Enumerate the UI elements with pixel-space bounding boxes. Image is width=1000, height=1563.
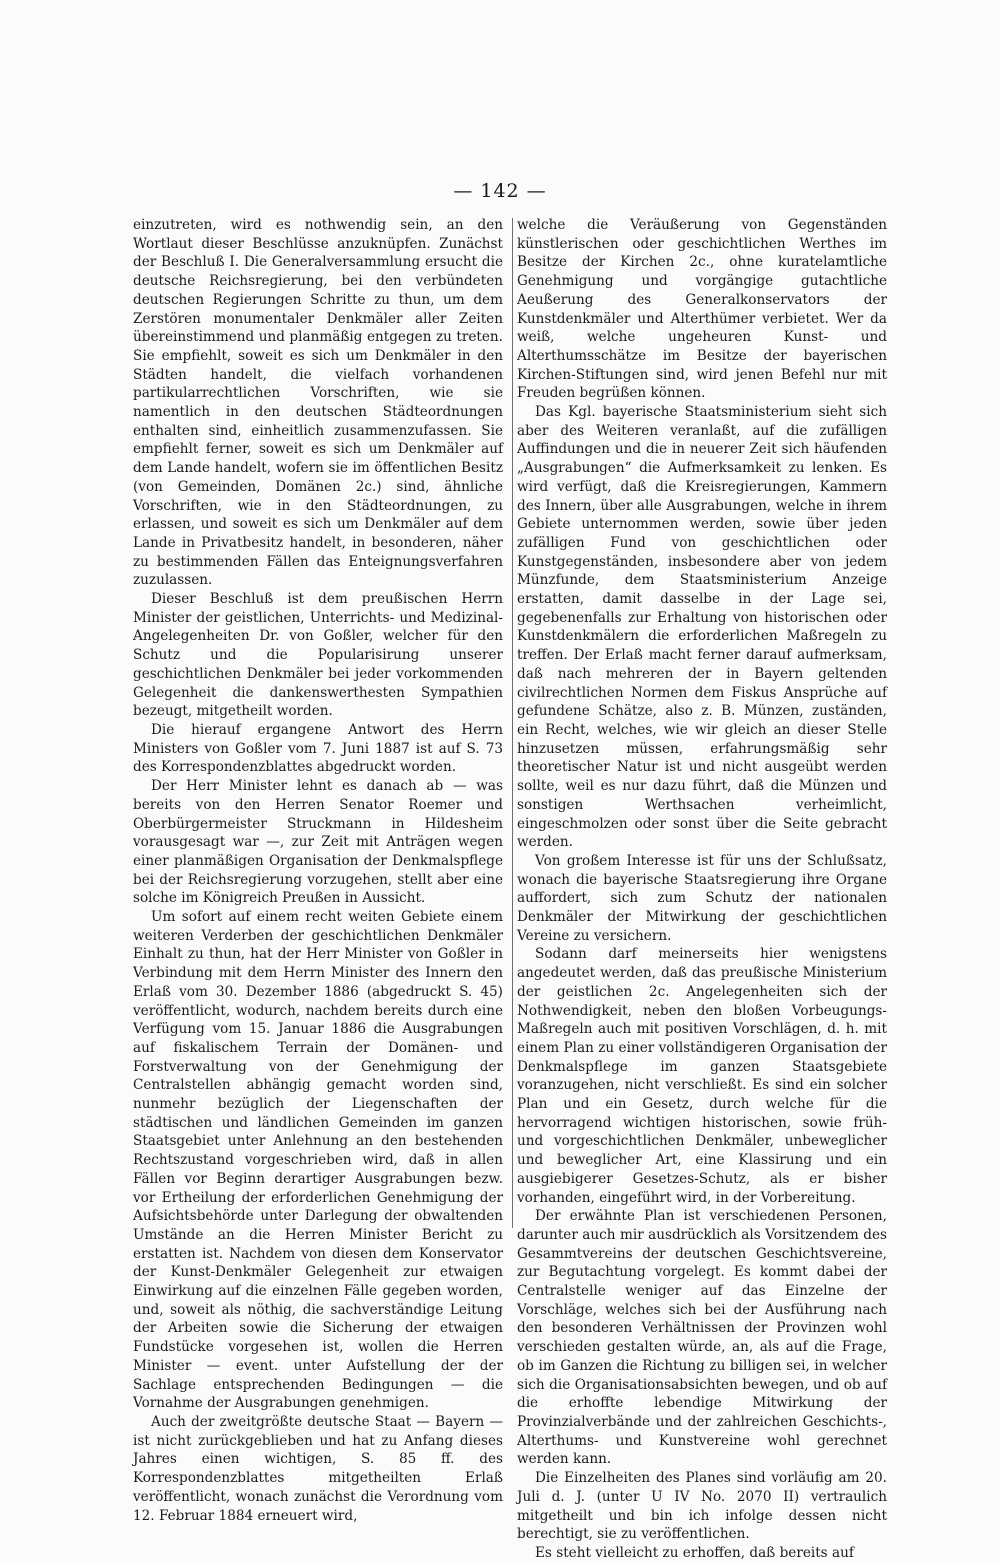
column-divider xyxy=(512,218,513,1228)
paragraph: Der Herr Minister lehnt es danach ab — was bereits von den Herren Senator Roemer und Oberbürgermeister Struckmann in Hildesheim vorausgesagt war —, zur Zeit mit Anträgen wegen einer planmäßigen Organisation der Denkmalspflege bei der Reichsregierung vorzugehen, stellt aber eine solche im Königreich Preußen in Aussicht. xyxy=(133,778,503,907)
paragraph: Dieser Beschluß ist dem preußischen Herrn Minister der geistlichen, Unterrichts- und Medizinal-Angelegenheiten Dr. von Goßler, welcher für den Schutz und die Popularisirung unserer geschichtlichen Denkmäler bei jeder vorkommenden Gelegenheit die dankenswerthesten Sympathien bezeugt, mitgetheilt worden. xyxy=(133,591,503,720)
paragraph: Von großem Interesse ist für uns der Schlußsatz, wonach die bayerische Staatsregierung ihre Organe auffordert, sich zum Schutz der nationalen Denkmäler der Mitwirkung der geschichtlichen Vereine zu versichern. xyxy=(517,852,887,944)
paragraph: Um sofort auf einem recht weiten Gebiete einem weiteren Verderben der geschichtlichen Denkmäler Einhalt zu thun, hat der Herr Minister von Goßler in Verbindung mit dem Herrn Minister des Innern den Erlaß vom 30. Dezember 1886 (abgedruckt S. 45) veröffentlicht, wodurch, nachdem bereits durch eine Verfügung vom 15. Januar 1886 die Ausgrabungen auf fiskalischem Terrain der Domänen- und Forstverwaltung von der Genehmigung der Centralstellen abhängig gemacht worden sind, nunmehr bezüglich der Liegenschaften der städtischen und ländlichen Gemeinden im ganzen Staatsgebiet unter Anlehnung an den bestehenden Rechtszustand vorgeschrieben wird, daß in allen Fällen vor Beginn derartiger Ausgrabungen bezw. vor Ertheilung der erforderlichen Genehmigung der Aufsichtsbehörde unter Darlegung der obwaltenden Umstände an die Herren Minister Bericht zu erstatten ist. Nachdem von diesen dem Konservator der Kunst-Denkmäler Gelegenheit zur etwaigen Einwirkung auf die einzelnen Fälle gegeben worden, und, soweit als nöthig, die sachverständige Leitung der Arbeiten sowie die Sicherung der etwaigen Fundstücke vorgesehen ist, wollen die Herren Minister — event. unter Aufstellung der der Sachlage entsprechenden Bedingungen — die Vornahme der Ausgrabungen genehmigen. xyxy=(133,909,503,1412)
paragraph: Auch der zweitgrößte deutsche Staat — Bayern — ist nicht zurückgeblieben und hat zu Anfang dieses Jahres einen wichtigen, S. 85 ff. des Korrespondenzblattes mitgetheilten Erlaß veröffentlicht, wonach zunächst die Verordnung vom 12. Februar 1884 erneuert wird, xyxy=(133,1414,503,1524)
paragraph: welche die Veräußerung von Gegenständen künstlerischen oder geschichtlichen Werthes im Besitze der Kirchen 2c., ohne kuratelamtliche Genehmigung und vorgängige gutachtliche Aeußerung des Generalkonservators der Kunstdenkmäler und Alterthümer verbietet. Wer da weiß, welche ungeheuren Kunst- und Alterthumsschätze im Besitze der bayerischen Kirchen-Stiftungen sind, wird jenen Befehl nur mit Freuden begrüßen können. xyxy=(517,217,887,402)
paragraph: Das Kgl. bayerische Staatsministerium sieht sich aber des Weiteren veranlaßt, auf die zufälligen Auffindungen und die in neuerer Zeit sich häufenden „Ausgrabungen“ die Aufmerksamkeit zu lenken. Es wird verfügt, daß die Kreisregierungen, Kammern des Innern, über alle Ausgrabungen, welche in ihrem Gebiete unternommen werden, sowie über jeden zufälligen Fund von geschichtlichen oder Kunstgegenständen, insbesondere aber von jedem Münzfunde, dem Staatsministerium Anzeige erstatten, damit dasselbe in der Lage sei, gegebenenfalls zur Erhaltung von historischen oder Kunstdenkmälern die erforderlichen Maßregeln zu treffen. Der Erlaß macht ferner darauf aufmerksam, daß nach mehreren der in Bayern geltenden civilrechtlichen Normen dem Fiskus Ansprüche auf gefundene Schätze, also z. B. Münzen, zuständen, ein Recht, welches, wie wir gleich an dieser Stelle hinzusetzen müssen, erfahrungsmäßig sehr theoretischer Natur ist und nicht ausgeübt werden sollte, weil es nur dazu führt, daß die Münzen und sonstigen Werthsachen verheimlicht, eingeschmolzen oder sonst über die Seite gebracht werden. xyxy=(517,404,887,851)
right-column xyxy=(517,216,887,1563)
left-column xyxy=(133,216,503,1525)
paragraph: Der erwähnte Plan ist verschiedenen Personen, darunter auch mir ausdrücklich als Vorsitzendem des Gesammtvereins der deutschen Geschichtsvereine, zur Begutachtung vorgelegt. Es kommt dabei der Centralstelle weniger auf das Einzelne der Vorschläge, welches sich bei der Ausführung nach den besonderen Verhältnissen der Provinzen wohl verschieden gestalten würde, an, als auf die Frage, ob im Ganzen die Richtung zu billigen sei, in welcher sich die Organisationsabsichten bewegen, und ob auf die erhoffte lebendige Mitwirkung der Provinzialverbände und der zahlreichen Geschichts-, Alterthums- und Kunstvereine wohl gerechnet werden kann. xyxy=(517,1208,887,1468)
paragraph: Sodann darf meinerseits hier wenigstens angedeutet werden, daß das preußische Ministerium der geistlichen 2c. Angelegenheiten sich der Nothwendigkeit, neben den bloßen Vorbeugungs-Maßregeln auch mit positiven Vorschlägen, d. h. mit einem Plan zu einer vollständigeren Organisation der Denkmalspflege im ganzen Staatsgebiete voranzugehen, nicht verschließt. Es sind ein solcher Plan und ein Gesetz, durch welche für die hervorragend wichtigen historischen, sowie früh- und vorgeschichtlichen Denkmäler, unbeweglicher und beweglicher Art, eine Klassirung und ein ausgiebigerer Gesetzes-Schutz, als er bisher vorhanden, eingeführt wird, in der Vorbereitung. xyxy=(517,946,887,1206)
paragraph: Die hierauf ergangene Antwort des Herrn Ministers von Goßler vom 7. Juni 1887 ist auf S. 73 des Korrespondenzblattes abgedruckt worden. xyxy=(133,721,503,776)
paragraph: Es steht vielleicht zu erhoffen, daß bereits auf xyxy=(535,1544,854,1561)
paragraph: Die Einzelheiten des Planes sind vorläufig am 20. Juli d. J. (unter U IV No. 2070 II) vertraulich mitgetheilt und bin ich infolge dessen nicht berechtigt, sie zu veröffentlichen. xyxy=(517,1470,887,1543)
page-number: — 142 — xyxy=(453,180,547,202)
paragraph: einzutreten, wird es nothwendig sein, an den Wortlaut dieser Beschlüsse anzuknüpfen. Zunächst der Beschluß I. Die Generalversammlung ersucht die deutsche Reichsregierung, bei den verbündeten deutschen Regierungen Schritte zu thun, um dem Zerstören monumentaler Denkmäler aller Zeiten übereinstimmend und planmäßig entgegen zu treten. Sie empfiehlt, soweit es sich um Denkmäler in den Städten handelt, die vielfach vorhandenen partikularrechtlichen Vorschriften, wie sie namentlich in den deutschen Städteordnungen enthalten sind, einheitlich zusammenzufassen. Sie empfiehlt ferner, soweit es sich um Denkmäler auf dem Lande handelt, wofern sie im öffentlichen Besitz (von Gemeinden, Domänen 2c.) sind, ähnliche Vorschriften, wie in den Städteordnungen, zu erlassen, und soweit es sich um Denkmäler auf dem Lande in Privatbesitz handelt, in besonderen, näher zu bestimmenden Fällen das Enteignungsverfahren zuzulassen. xyxy=(133,217,503,589)
